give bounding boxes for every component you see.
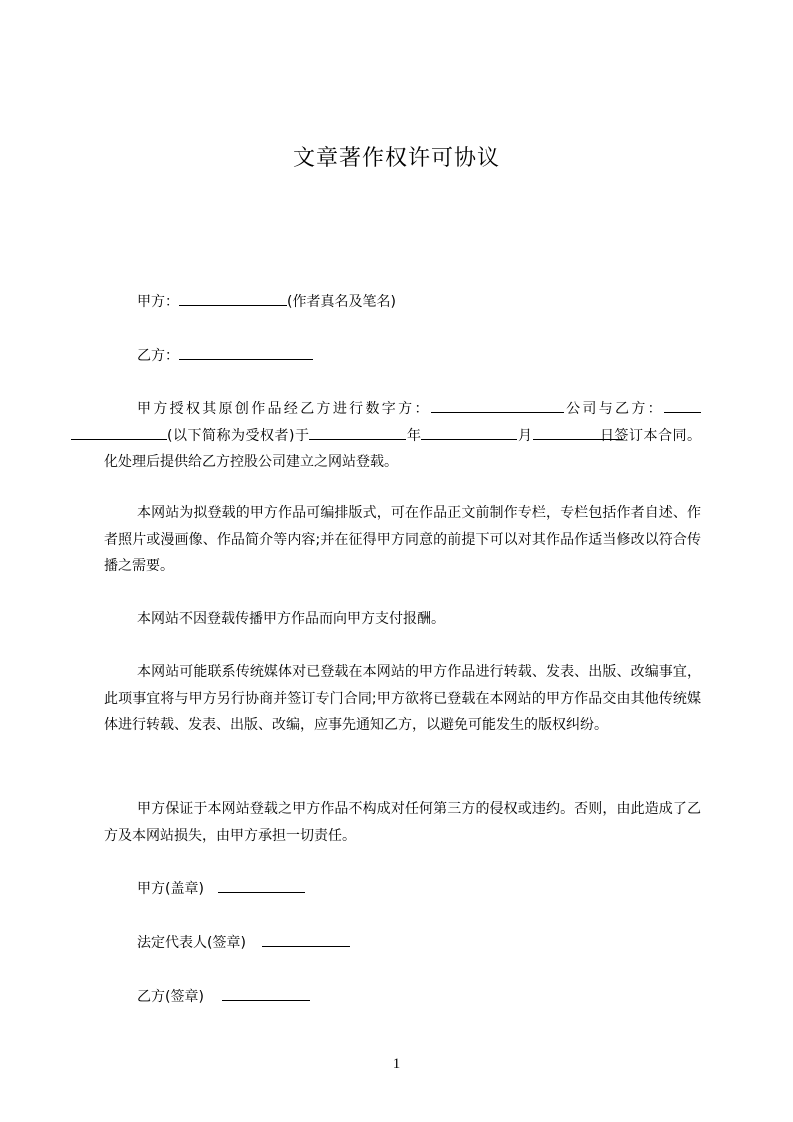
- year-blank[interactable]: [309, 425, 406, 440]
- party-b-blank-2[interactable]: [71, 425, 167, 440]
- sign-representative-blank[interactable]: [262, 932, 350, 947]
- para1-text-d: 日签订本合同。化处理后提供给乙方控股公司建立之网站登载。: [104, 427, 702, 470]
- authorization-paragraph: [104, 396, 701, 476]
- digital-party-blank[interactable]: [431, 398, 564, 413]
- para1-year: 年: [406, 427, 422, 444]
- media-paragraph: 本网站可能联系传统媒体对已登载在本网站的甲方作品进行转载、发表、出版、改编事宜，此项事宜将与甲方另行协商并签订专门合同;甲方欲将已登载在本网站的甲方作品交由其他传统媒体进行转载、发表、出版、改编，应事先通知乙方，以避免可能发生的版权纠纷。: [104, 664, 701, 733]
- day-blank-2[interactable]: [590, 425, 600, 440]
- remuneration-paragraph: 本网站不因登载传播甲方作品而向甲方支付报酬。: [137, 611, 445, 627]
- party-b-blank-1[interactable]: [664, 398, 701, 413]
- sign-representative: [137, 932, 350, 952]
- page-title: 文章著作权许可协议: [292, 146, 500, 171]
- warranty-paragraph: 甲方保证于本网站登载之甲方作品不构成对任何第三方的侵权或违约。否则，由此造成了乙方及本网站损失，由甲方承担一切责任。: [104, 801, 701, 844]
- sign-representative-label: 法定代表人(签章): [137, 935, 246, 951]
- party-b-line: [137, 345, 313, 365]
- column-paragraph: 本网站为拟登载的甲方作品可编排版式，可在作品正文前制作专栏，专栏包括作者自述、作者照片或漫画像、作品简介等内容;并在征得甲方同意的前提下可以对其作品作适当修改以符合传播之需要。: [104, 505, 701, 574]
- para1-text-a: 甲方授权其原创作品经乙方进行数字方：: [137, 401, 431, 417]
- para1-month: 月: [517, 427, 533, 444]
- sign-party-a-label: 甲方(盖章): [137, 881, 204, 897]
- sign-party-b-label: 乙方(签章): [137, 989, 204, 1005]
- party-b-name-blank[interactable]: [179, 345, 313, 360]
- para1-text-c: (以下简称为受权者)于: [167, 427, 310, 444]
- party-a-label: 甲方：: [137, 294, 179, 310]
- sign-party-a-blank[interactable]: [218, 878, 305, 893]
- party-a-name-blank[interactable]: [179, 291, 287, 306]
- party-a-note: (作者真名及笔名): [287, 294, 396, 310]
- sign-party-b-blank[interactable]: [222, 986, 310, 1001]
- month-blank[interactable]: [421, 425, 517, 440]
- para1-text-b: 公司与乙方：: [563, 401, 665, 417]
- party-b-label: 乙方：: [137, 348, 179, 364]
- sign-party-b: [137, 986, 310, 1006]
- page-number: 1: [392, 1056, 401, 1072]
- sign-party-a: [137, 878, 305, 898]
- party-a-line: [137, 291, 396, 311]
